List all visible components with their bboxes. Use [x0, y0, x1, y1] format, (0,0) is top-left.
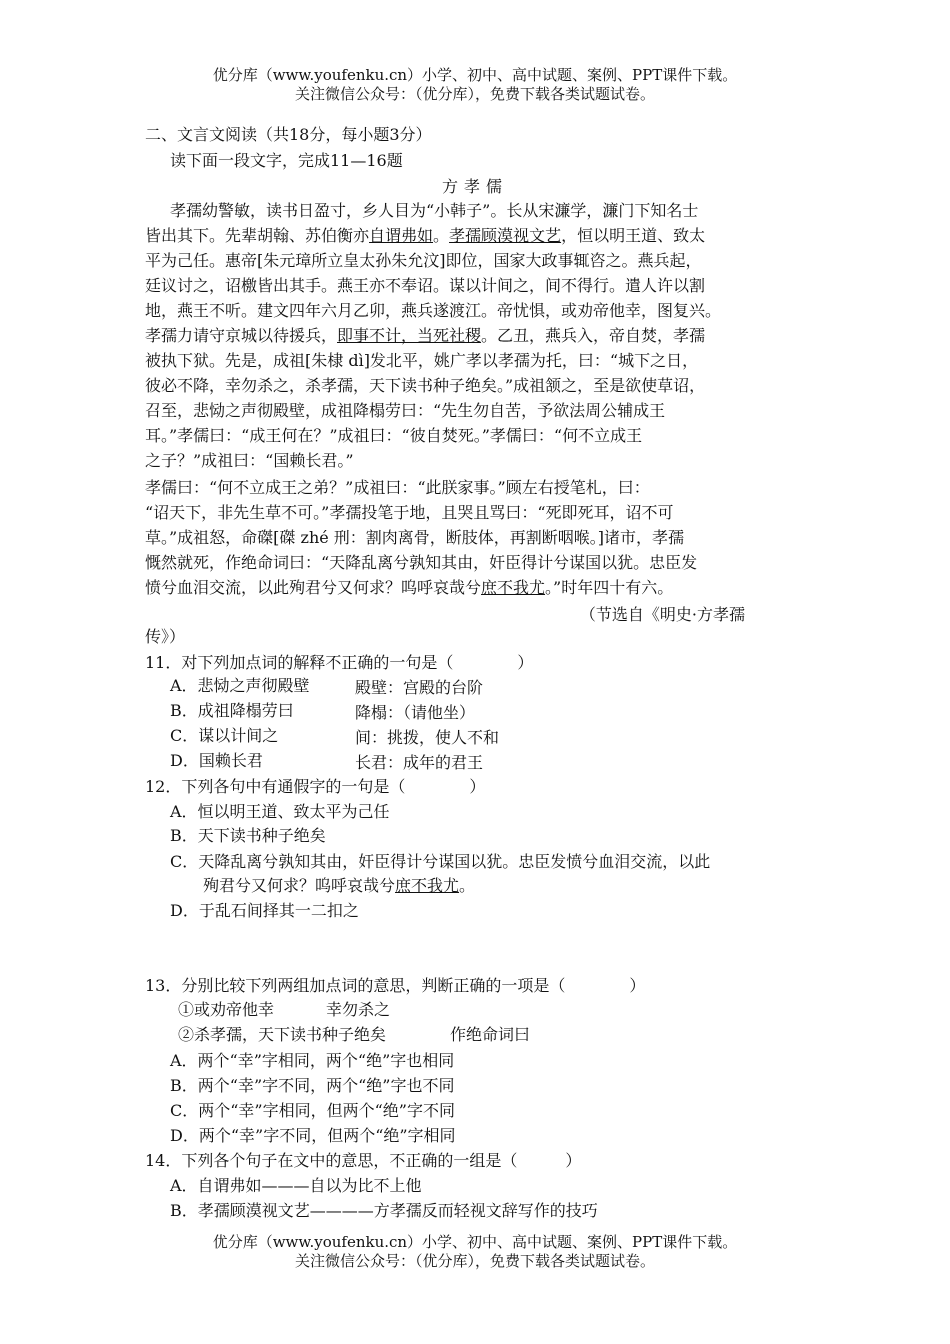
passage-line: 耳。”孝儒曰：“成王何在？”成祖曰：“彼自焚死。”孝儒曰：“何不立成王	[145, 426, 643, 445]
passage-source-cont: 传》）	[145, 627, 186, 646]
question-13-stem: 13．分别比较下列两组加点词的意思，判断正确的一项是（ ）	[145, 976, 646, 995]
passage-line: 廷议讨之，诏檄皆出其手。燕王亦不奉诏。谋以计间之，间不得行。遣人许以割	[145, 276, 706, 295]
passage-title: 方孝儒	[441, 177, 508, 196]
q12-option-d: D．于乱石间择其一二扣之	[170, 901, 359, 920]
underlined-phrase: 自谓弗如	[369, 226, 434, 245]
q13-option-a: A．两个“幸”字相同，两个“绝”字也相同	[170, 1051, 455, 1070]
footer-line-1: 优分库（www.youfenku.cn）小学、初中、高中试题、案例、PPT课件下载。	[212, 1233, 738, 1251]
passage-line: 愤兮血泪交流，以此殉君兮又何求？呜呼哀哉兮庶不我尤。”时年四十有六。	[145, 578, 674, 597]
underlined-phrase: 即事不计，当死社稷	[337, 326, 482, 345]
passage-line: 草。”成祖怒，命磔[磔 zhé 刑：割肉离骨，断肢体，再割断咽喉。]诸市，孝孺	[145, 528, 685, 547]
passage-line: “诏天下，非先生草不可。”孝孺投笔于地，且哭且骂曰：“死即死耳，诏不可	[145, 503, 674, 522]
q13-option-b: B．两个“幸”字不同，两个“绝”字也不同	[170, 1076, 455, 1095]
passage-line: 孝儒曰：“何不立成王之弟？”成祖曰：“此朕家事。”顾左右授笔札，曰：	[145, 478, 650, 497]
section-heading: 二、文言文阅读（共18分，每小题3分）	[145, 125, 432, 144]
q12-option-c: C．天降乱离兮孰知其由，奸臣得计兮谋国以犹。忠臣发愤兮血泪交流，以此	[170, 852, 711, 871]
q11-option-d: D．国赖长君	[170, 751, 263, 770]
passage-line: 慨然就死，作绝命词曰：“天降乱离兮孰知其由，奸臣得计兮谋国以犹。忠臣发	[145, 553, 698, 572]
q11-option-a: A．悲恸之声彻殿壁	[170, 676, 310, 695]
passage-line: 被执下狱。先是，成祖[朱棣 dì]发北平，姚广孝以孝孺为托，曰：“城下之日，	[145, 351, 699, 370]
underlined-phrase: 孝孺顾漠视文艺	[449, 226, 562, 245]
underlined-phrase: 庶不我尤	[395, 876, 460, 895]
q13-option-c: C．两个“幸”字相同，但两个“绝”字不同	[170, 1101, 455, 1120]
question-14-stem: 14．下列各个句子在文中的意思，不正确的一组是（ ）	[145, 1151, 582, 1170]
passage-line: 召至，悲恸之声彻殿壁，成祖降榻劳曰：“先生勿自苦，予欲法周公辅成王	[145, 401, 666, 420]
passage-line: 孝孺力请守京城以待援兵，即事不计，当死社稷。乙丑，燕兵入，帝自焚，孝孺	[145, 326, 706, 345]
q13-group-1-a: ①或劝帝他幸	[178, 1000, 275, 1019]
footer-line-2: 关注微信公众号：（优分库），免费下载各类试题试卷。	[294, 1252, 655, 1270]
q11-gloss-a: 殿壁：宫殿的台阶	[355, 678, 484, 697]
q11-gloss-c: 间：挑拨，使人不和	[355, 728, 500, 747]
header-line-2: 关注微信公众号：（优分库），免费下载各类试题试卷。	[294, 85, 655, 103]
passage-line: 地，燕王不听。建文四年六月乙卯，燕兵遂渡江。帝忧惧，或劝帝他幸，图复兴。	[145, 301, 722, 320]
passage-line: 平为己任。惠帝[朱元璋所立皇太孙朱允汶]即位，国家大政事辄咨之。燕兵起，	[145, 251, 702, 270]
q14-option-a: A．自谓弗如———自以为比不上他	[170, 1176, 422, 1195]
q11-gloss-b: 降榻：（请他坐）	[355, 703, 476, 722]
question-12-stem: 12．下列各句中有通假字的一句是（ ）	[145, 777, 486, 796]
passage-line: 孝孺幼警敏，读书日盈寸，乡人目为“小韩子”。长从宋濂学，濂门下知名士	[170, 201, 699, 220]
q12-option-a: A．恒以明王道、致太平为己任	[170, 802, 390, 821]
q13-group-1-b: 幸勿杀之	[326, 1000, 391, 1019]
underlined-phrase: 庶不我尤	[481, 578, 546, 597]
q13-group-2-a: ②杀孝孺，天下读书种子绝矣	[178, 1025, 387, 1044]
q11-option-c: C．谋以计间之	[170, 726, 279, 745]
question-11-stem: 11．对下列加点词的解释不正确的一句是（ ）	[145, 653, 534, 672]
passage-line: 皆出其下。先辈胡翰、苏伯衡亦自谓弗如。孝孺顾漠视文艺，恒以明王道、致太	[145, 226, 706, 245]
passage-line: 之子？”成祖曰：“国赖长君。”	[145, 451, 354, 470]
q13-group-2-b: 作绝命词曰	[450, 1025, 531, 1044]
q13-option-d: D．两个“幸”字不同，但两个“绝”字相同	[170, 1126, 456, 1145]
passage-line: 彼必不降，幸勿杀之，杀孝孺，天下读书种子绝矣。”成祖颔之，至是欲使草诏，	[145, 376, 706, 395]
q14-option-b: B．孝孺顾漠视文艺————方孝孺反而轻视文辞写作的技巧	[170, 1201, 598, 1220]
passage-source: （节选自《明史·方孝孺	[579, 605, 745, 624]
q12-option-b: B．天下读书种子绝矣	[170, 826, 326, 845]
section-instruction: 读下面一段文字，完成11—16题	[170, 151, 403, 170]
q12-option-c-cont: 殉君兮又何求？呜呼哀哉兮庶不我尤。	[203, 876, 476, 895]
q11-gloss-d: 长君：成年的君王	[355, 753, 484, 772]
header-line-1: 优分库（www.youfenku.cn）小学、初中、高中试题、案例、PPT课件下载。	[212, 66, 738, 84]
q11-option-b: B．成祖降榻劳曰	[170, 701, 294, 720]
